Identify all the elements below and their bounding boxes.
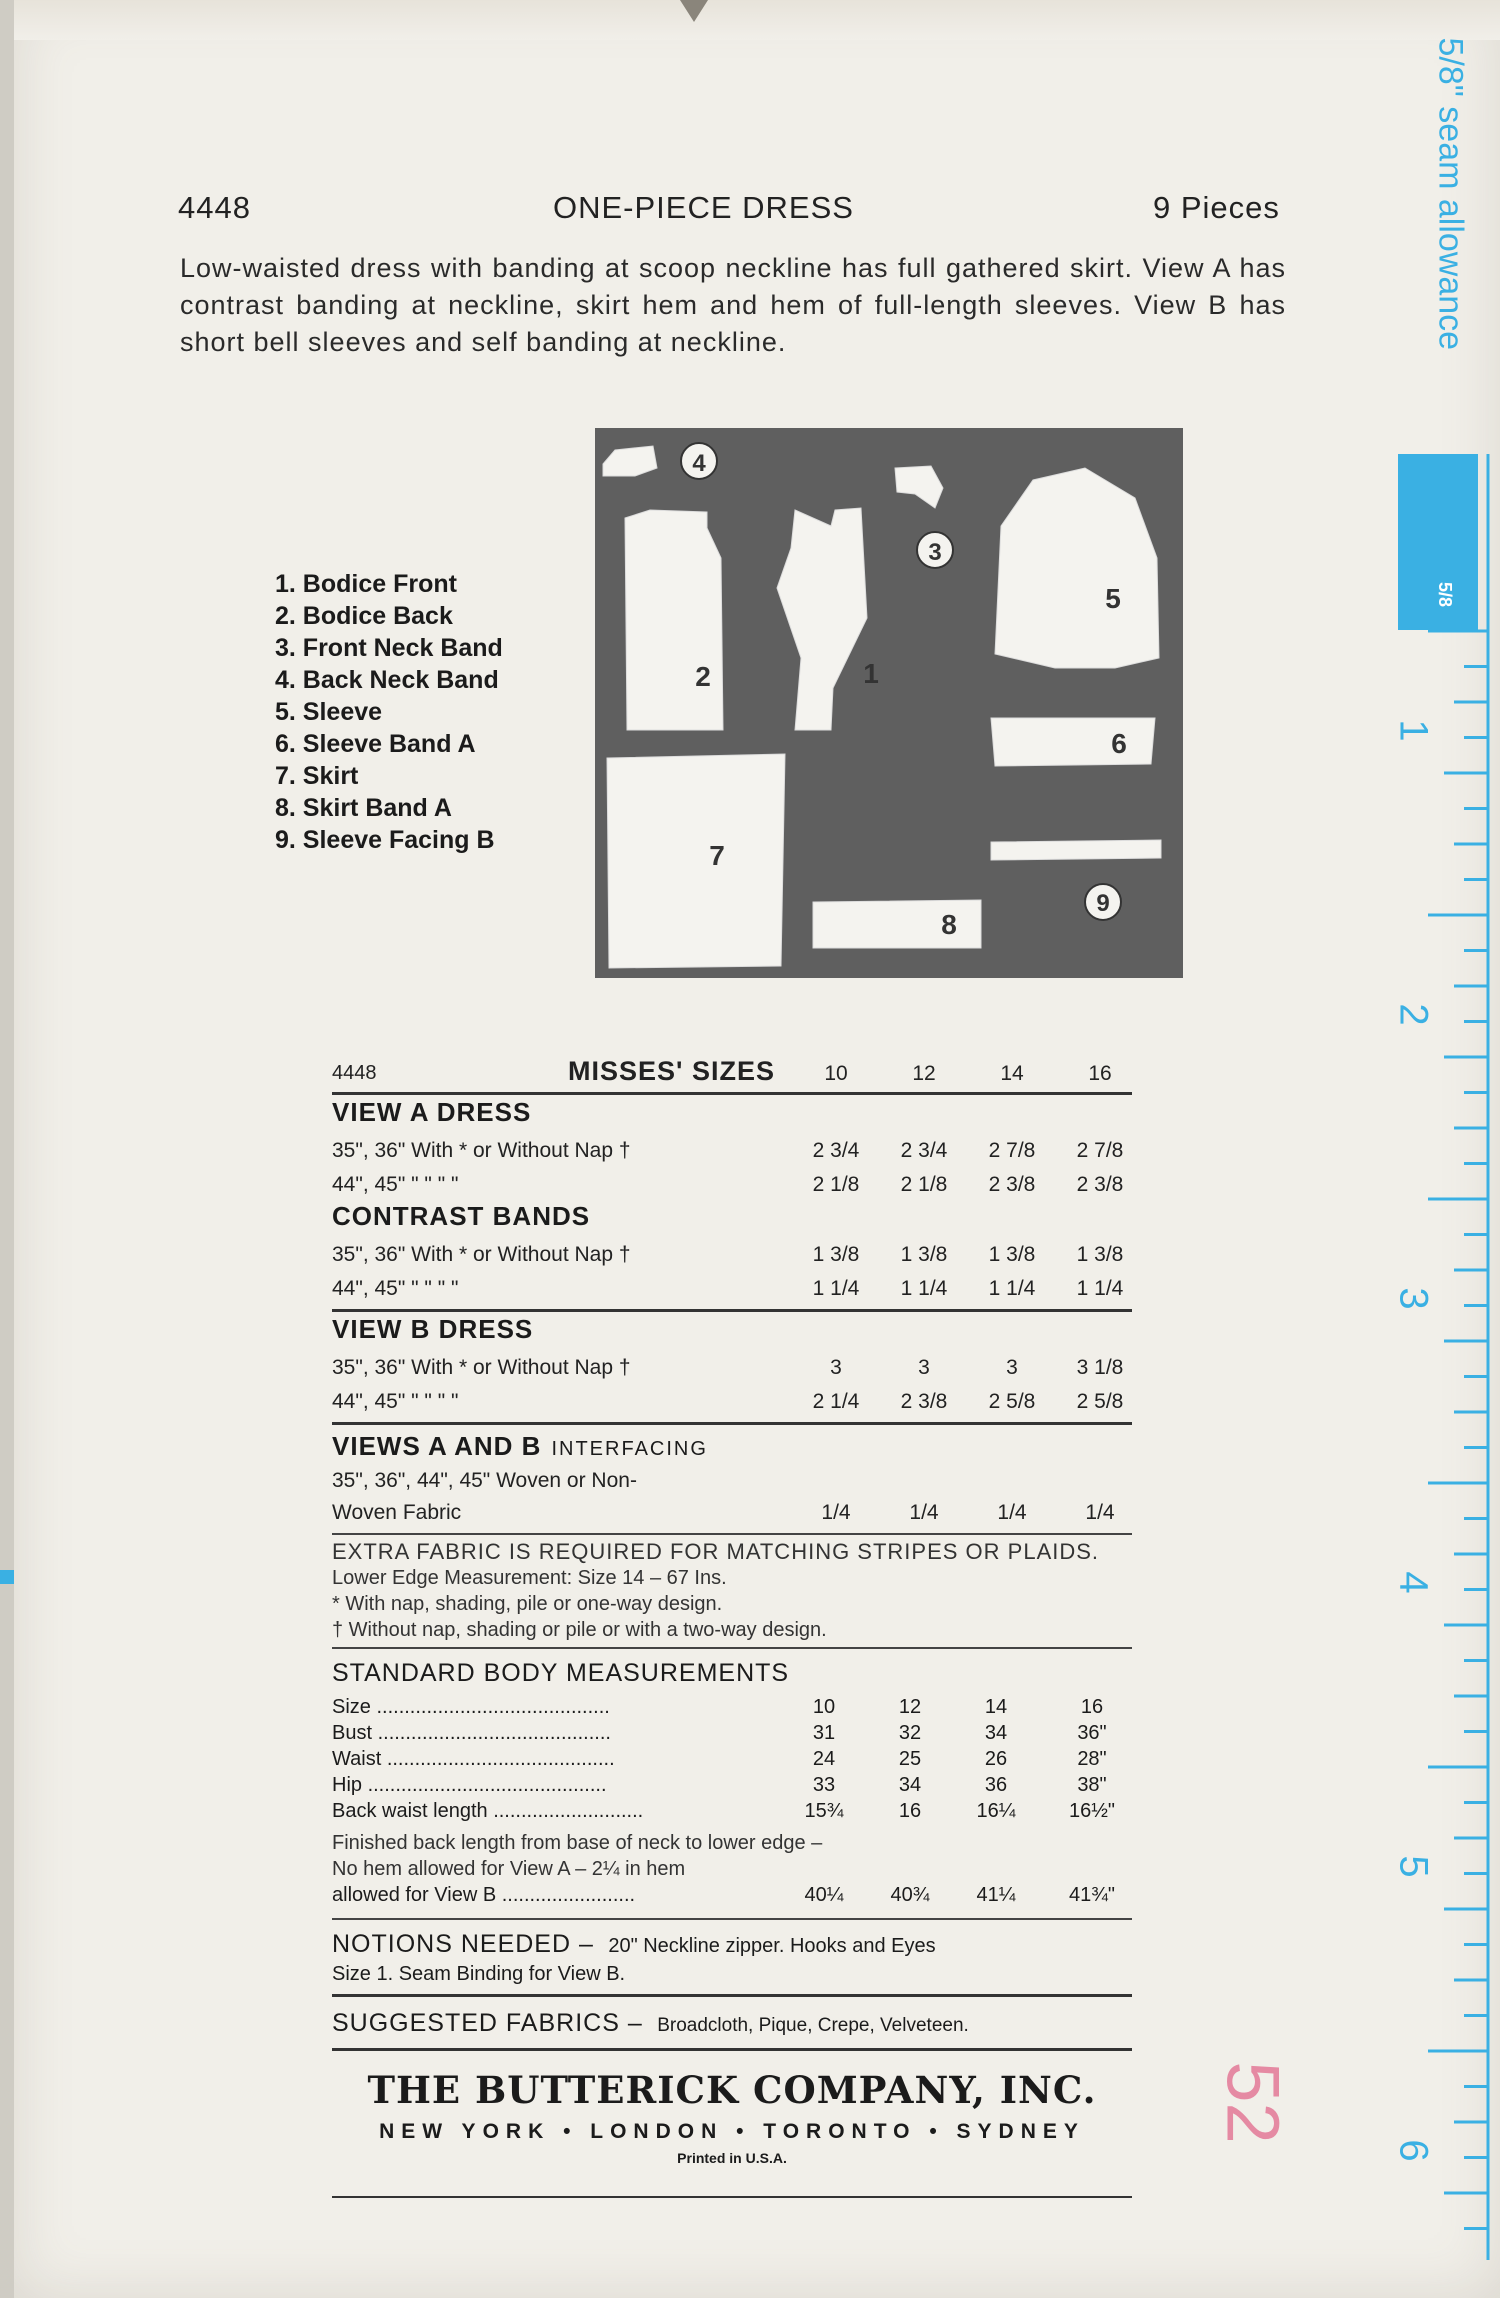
cell: 36" (1077, 1722, 1107, 1744)
measurement-row (332, 1798, 1132, 1824)
fabrics-label: SUGGESTED FABRICS – (332, 2009, 643, 2037)
cell: 26 (984, 1748, 1008, 1770)
diagram-label-2: 2 (695, 661, 711, 692)
piece-3-shape (895, 466, 943, 508)
cell: 36 (984, 1774, 1008, 1796)
diagram-label-6: 6 (1111, 728, 1127, 759)
piece-2-shape (625, 510, 723, 730)
ruler-number: 6 (1391, 2139, 1436, 2162)
yardage-header-row (332, 1052, 1132, 1092)
row-label: Back waist length ........................... (332, 1800, 644, 1822)
notions-label: NOTIONS NEEDED – (332, 1930, 594, 1958)
ruler-number: 5 (1391, 1855, 1436, 1878)
measurement-row (332, 1746, 1132, 1772)
cell: 32 (898, 1722, 922, 1744)
table-row (332, 1237, 1132, 1271)
cell: 2 7/8 (988, 1139, 1036, 1162)
measurement-row (332, 1772, 1132, 1798)
table-rule (332, 1533, 1132, 1535)
table-rule (332, 1092, 1132, 1095)
cell: 33 (812, 1774, 836, 1796)
row-label: 35", 36" With * or Without Nap † (332, 1356, 631, 1379)
piece-item: 1. Bodice Front (275, 570, 457, 598)
row-label: Waist ......................................... (332, 1748, 615, 1770)
piece-7-shape (607, 754, 785, 968)
diagram-label-8: 8 (941, 909, 957, 940)
edge-mark (0, 1570, 14, 1584)
piece-item: 5. Sleeve (275, 698, 383, 726)
notions-text: Size 1. Seam Binding for View B. (332, 1963, 626, 1985)
cell: 2 3/8 (988, 1173, 1036, 1196)
yardage-table (332, 1052, 1132, 2053)
envelope-flap (14, 0, 1500, 40)
measurement-row (332, 1694, 1132, 1720)
section-title-text: CONTRAST BANDS (332, 1201, 591, 1231)
size-col-header: 16 (1088, 1062, 1112, 1085)
section-title-text: VIEWS A AND B (332, 1431, 542, 1461)
diagram-label-3: 3 (928, 539, 942, 566)
cell: 2 1/8 (812, 1173, 860, 1196)
cell: 25 (898, 1748, 922, 1770)
piece-9-shape (991, 840, 1161, 860)
note-line: * With nap, shading, pile or one-way design. (332, 1593, 723, 1615)
row-label: 35", 36", 44", 45" Woven or Non- (332, 1469, 637, 1492)
cell: 1 3/8 (988, 1243, 1036, 1266)
bottom-rule (332, 2196, 1132, 2198)
seam-allowance-label: 5/8" seam allowance (1431, 37, 1470, 351)
cell: 1 1/4 (812, 1277, 860, 1300)
seam-ruler (1391, 37, 1492, 2280)
cell: 2 3/8 (900, 1390, 948, 1413)
pattern-title: ONE-PIECE DRESS (553, 190, 854, 225)
measurement-row (332, 1882, 1132, 1908)
cell: 1/4 (821, 1501, 851, 1524)
ruler-number: 4 (1391, 1571, 1436, 1594)
note-line: Lower Edge Measurement: Size 14 – 67 Ins. (332, 1567, 727, 1589)
table-row (332, 1167, 1132, 1201)
cell: 1 3/8 (900, 1243, 948, 1266)
cell: 3 1/8 (1076, 1356, 1124, 1379)
table-rule (332, 1422, 1132, 1425)
cell: 41¼ (976, 1884, 1016, 1906)
diagram-label-1: 1 (863, 658, 879, 689)
cell: 40¾ (890, 1884, 930, 1906)
cell: 15¾ (804, 1800, 844, 1822)
piece-count: 9 Pieces (1153, 190, 1280, 225)
cell: 16½" (1068, 1800, 1116, 1822)
table-row (332, 1384, 1132, 1418)
cell: 40¼ (804, 1884, 844, 1906)
pattern-description: Low-waisted dress with banding at scoop neckline has full gathered skirt. View A has contrast banding at neckline, skirt hem and hem of full-length sleeves. View B has short bell sleeves and self banding at neckline. (180, 253, 1286, 357)
company-block (332, 2068, 1132, 2166)
row-label: 44", 45" " " " " (332, 1390, 459, 1413)
flap-notch (674, 0, 714, 30)
sizes-heading: MISSES' SIZES (568, 1056, 775, 1086)
notions-block (332, 1930, 1132, 1986)
section-title (332, 1314, 1132, 1350)
cell: 38" (1077, 1774, 1107, 1796)
table-rule (332, 1994, 1132, 1997)
printed-in: Printed in U.S.A. (677, 2150, 787, 2166)
piece-item: 9. Sleeve Facing B (275, 826, 495, 854)
table-row (332, 1133, 1132, 1167)
cell: 1 1/4 (988, 1277, 1036, 1300)
cell: 34 (984, 1722, 1008, 1744)
table-row (332, 1467, 1132, 1495)
row-label: 35", 36" With * or Without Nap † (332, 1139, 631, 1162)
cell: 12 (898, 1696, 922, 1718)
table-rule (332, 1309, 1132, 1312)
row-label: 35", 36" With * or Without Nap † (332, 1243, 631, 1266)
cell: 2 1/8 (900, 1173, 948, 1196)
section-title-text: VIEW A DRESS (332, 1097, 532, 1127)
table-rule (332, 1918, 1132, 1920)
cell: 34 (898, 1774, 922, 1796)
section-title (332, 1201, 1132, 1237)
table-row (332, 1495, 1132, 1529)
cell: 41¾" (1068, 1884, 1116, 1906)
cell: 16 (898, 1800, 922, 1822)
cell: 16 (1080, 1696, 1104, 1718)
table-rule (332, 2048, 1132, 2051)
cell: 1 3/8 (1076, 1243, 1124, 1266)
section-title (332, 1431, 1132, 1467)
cell: 1/4 (909, 1501, 939, 1524)
piece-item: 2. Bodice Back (275, 602, 453, 630)
company-cities: NEW YORK • LONDON • TORONTO • SYDNEY (379, 2120, 1085, 2143)
cell: 3 (918, 1356, 930, 1379)
piece-6-shape (991, 718, 1155, 766)
cell: 2 5/8 (1076, 1390, 1124, 1413)
piece-4-shape (603, 446, 657, 476)
table-row (332, 1350, 1132, 1384)
piece-item: 7. Skirt (275, 762, 359, 790)
cell: 3 (1006, 1356, 1018, 1379)
ruler-number: 2 (1391, 1003, 1436, 1026)
note-line: Finished back length from base of neck to lower edge – (332, 1832, 823, 1854)
section-title-text: VIEW B DRESS (332, 1314, 534, 1344)
cell: 2 3/8 (1076, 1173, 1124, 1196)
piece-item: 3. Front Neck Band (275, 634, 503, 662)
fabric-notes (332, 1539, 1132, 1643)
finished-length-note (332, 1830, 1132, 1882)
cell: 2 7/8 (1076, 1139, 1124, 1162)
note-line: † Without nap, shading or pile or with a two-way design. (332, 1619, 827, 1641)
cell: 16¼ (976, 1800, 1016, 1822)
row-label: Hip ........................................... (332, 1774, 607, 1796)
cell: 1/4 (997, 1501, 1027, 1524)
pattern-piece-diagram (595, 428, 1183, 978)
fabrics-block (332, 2009, 1132, 2038)
yardage-pattern-number: 4448 (332, 1062, 377, 1084)
row-label: allowed for View B ........................ (332, 1884, 636, 1906)
ruler-number: 1 (1391, 719, 1436, 742)
piece-item: 6. Sleeve Band A (275, 730, 476, 758)
note-line: EXTRA FABRIC IS REQUIRED FOR MATCHING STRIPES OR PLAIDS. (332, 1539, 1100, 1564)
diagram-label-5: 5 (1105, 583, 1121, 614)
table-rule (332, 1647, 1132, 1649)
piece-item: 4. Back Neck Band (275, 666, 499, 694)
size-col-header: 10 (824, 1062, 848, 1085)
size-col-header: 12 (912, 1062, 936, 1085)
cell: 2 3/4 (900, 1139, 948, 1162)
seam-marker: 5/8 (1435, 581, 1456, 608)
row-label: 44", 45" " " " " (332, 1173, 459, 1196)
piece-1-shape (777, 508, 867, 730)
cell: 2 5/8 (988, 1390, 1036, 1413)
diagram-label-9: 9 (1096, 890, 1110, 917)
cell: 28" (1077, 1748, 1107, 1770)
piece-5-shape (995, 468, 1159, 668)
cell: 1/4 (1085, 1501, 1115, 1524)
pattern-number: 4448 (178, 190, 251, 225)
cell: 31 (812, 1722, 836, 1744)
piece-list (275, 568, 503, 856)
section-subtitle: INTERFACING (551, 1438, 708, 1460)
cell: 1 1/4 (900, 1277, 948, 1300)
row-label: 44", 45" " " " " (332, 1277, 459, 1300)
cell: 1 1/4 (1076, 1277, 1124, 1300)
company-name: THE BUTTERICK COMPANY, INC. (367, 2068, 1097, 2112)
cell: 14 (984, 1696, 1008, 1718)
cell: 1 3/8 (812, 1243, 860, 1266)
measurements-heading: STANDARD BODY MEASUREMENTS (332, 1659, 790, 1687)
size-col-header: 14 (1000, 1062, 1024, 1085)
section-title (332, 1097, 1132, 1133)
diagram-label-4: 4 (692, 450, 706, 477)
ruler-ticks (1392, 60, 1492, 2280)
note-line: No hem allowed for View A – 2¼ in hem (332, 1858, 686, 1880)
measurement-row (332, 1720, 1132, 1746)
cell: 10 (812, 1696, 836, 1718)
table-row (332, 1271, 1132, 1305)
notions-text: 20" Neckline zipper. Hooks and Eyes (608, 1935, 936, 1957)
fabrics-text: Broadcloth, Pique, Crepe, Velveteen. (657, 2015, 969, 2036)
cell: 2 1/4 (812, 1390, 860, 1413)
row-label: Size .......................................... (332, 1696, 610, 1718)
row-label: Woven Fabric (332, 1501, 462, 1524)
ruler-number: 3 (1391, 1287, 1436, 1310)
row-label: Bust .......................................... (332, 1722, 611, 1744)
diagram-label-7: 7 (709, 840, 725, 871)
piece-item: 8. Skirt Band A (275, 794, 452, 822)
cell: 24 (812, 1748, 836, 1770)
cell: 2 3/4 (812, 1139, 860, 1162)
cell: 3 (830, 1356, 842, 1379)
price-stamp: 52 (1211, 2061, 1295, 2144)
